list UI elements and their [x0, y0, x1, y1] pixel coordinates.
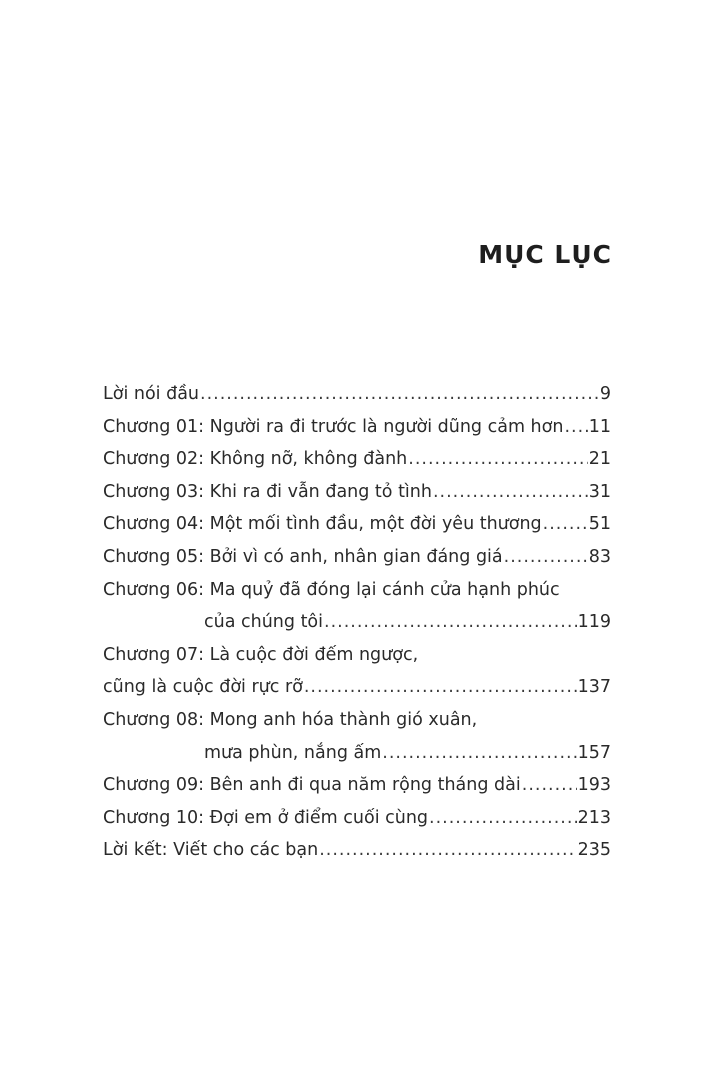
toc-entry: [103, 541, 611, 574]
dot-leader: [433, 476, 588, 509]
dot-leader: [504, 541, 588, 574]
toc-entry-title: Chương 06: Ma quỷ đã đóng lại cánh cửa hạnh phúc: [103, 579, 560, 600]
toc-entry-title: Chương 10: Đợi em ở điểm cuối cùng: [103, 807, 429, 828]
toc-entry-page: 21: [588, 449, 611, 470]
dot-leader: [408, 443, 587, 476]
toc-entry-page: 137: [577, 677, 611, 698]
toc-entry-title: Chương 01: Người ra đi trước là người dũng cảm hơn: [103, 416, 564, 437]
toc-entry-title: Chương 09: Bên anh đi qua năm rộng tháng dài: [103, 775, 521, 796]
toc-entry: [103, 378, 611, 411]
toc-entry: [103, 802, 611, 835]
dot-leader: [429, 802, 577, 835]
toc-entry: [103, 834, 611, 867]
toc-entry: [103, 574, 611, 607]
dot-leader: [319, 834, 576, 867]
toc-entry-title: Lời kết: Viết cho các bạn: [103, 840, 319, 861]
toc-entry-continuation: [103, 606, 611, 639]
toc-entry: [103, 704, 611, 737]
toc-entry-title: cũng là cuộc đời rực rỡ: [103, 677, 303, 698]
toc-entry: [103, 769, 611, 802]
toc-entry-continuation: [103, 671, 611, 704]
toc-entry-page: 31: [588, 481, 611, 502]
dot-leader: [543, 508, 588, 541]
toc-entry: [103, 639, 611, 672]
toc-entry-page: 83: [588, 546, 611, 567]
toc-entry-page: 9: [599, 384, 611, 404]
toc-entry-page: 235: [577, 840, 611, 861]
toc-entry-page: 11: [588, 416, 611, 437]
dot-leader: [522, 769, 577, 802]
dot-leader: [324, 606, 577, 639]
toc-entry-page: 193: [577, 775, 611, 796]
toc-entry-continuation: [103, 737, 611, 770]
toc-entry-page: 51: [588, 514, 611, 535]
toc-entry: [103, 443, 611, 476]
toc-entry-page: 213: [577, 807, 611, 828]
toc-entry-title: của chúng tôi: [204, 612, 323, 633]
toc-entry-page: 157: [577, 742, 611, 763]
toc-entry: [103, 476, 611, 509]
toc-entry-title: Chương 05: Bởi vì có anh, nhân gian đáng giá: [103, 546, 503, 567]
toc-entry: [103, 508, 611, 541]
toc-entry: [103, 411, 611, 444]
table-of-contents: [103, 378, 611, 867]
toc-entry-page: 119: [577, 612, 611, 633]
toc-entry-title: Lời nói đầu: [103, 384, 200, 404]
toc-entry-title: mưa phùn, nắng ấm: [204, 742, 382, 763]
page-title: MỤC LỤC: [478, 240, 612, 269]
toc-entry-title: Chương 03: Khi ra đi vẫn đang tỏ tình: [103, 481, 432, 502]
toc-entry-title: Chương 04: Một mối tình đầu, một đời yêu thương: [103, 514, 542, 535]
toc-entry-title: Chương 02: Không nỡ, không đành: [103, 449, 408, 470]
dot-leader: [564, 411, 587, 444]
toc-entry-title: Chương 07: Là cuộc đời đếm ngược,: [103, 644, 419, 665]
dot-leader: [200, 378, 599, 411]
dot-leader: [304, 671, 577, 704]
toc-entry-title: Chương 08: Mong anh hóa thành gió xuân,: [103, 709, 478, 730]
dot-leader: [382, 737, 576, 770]
